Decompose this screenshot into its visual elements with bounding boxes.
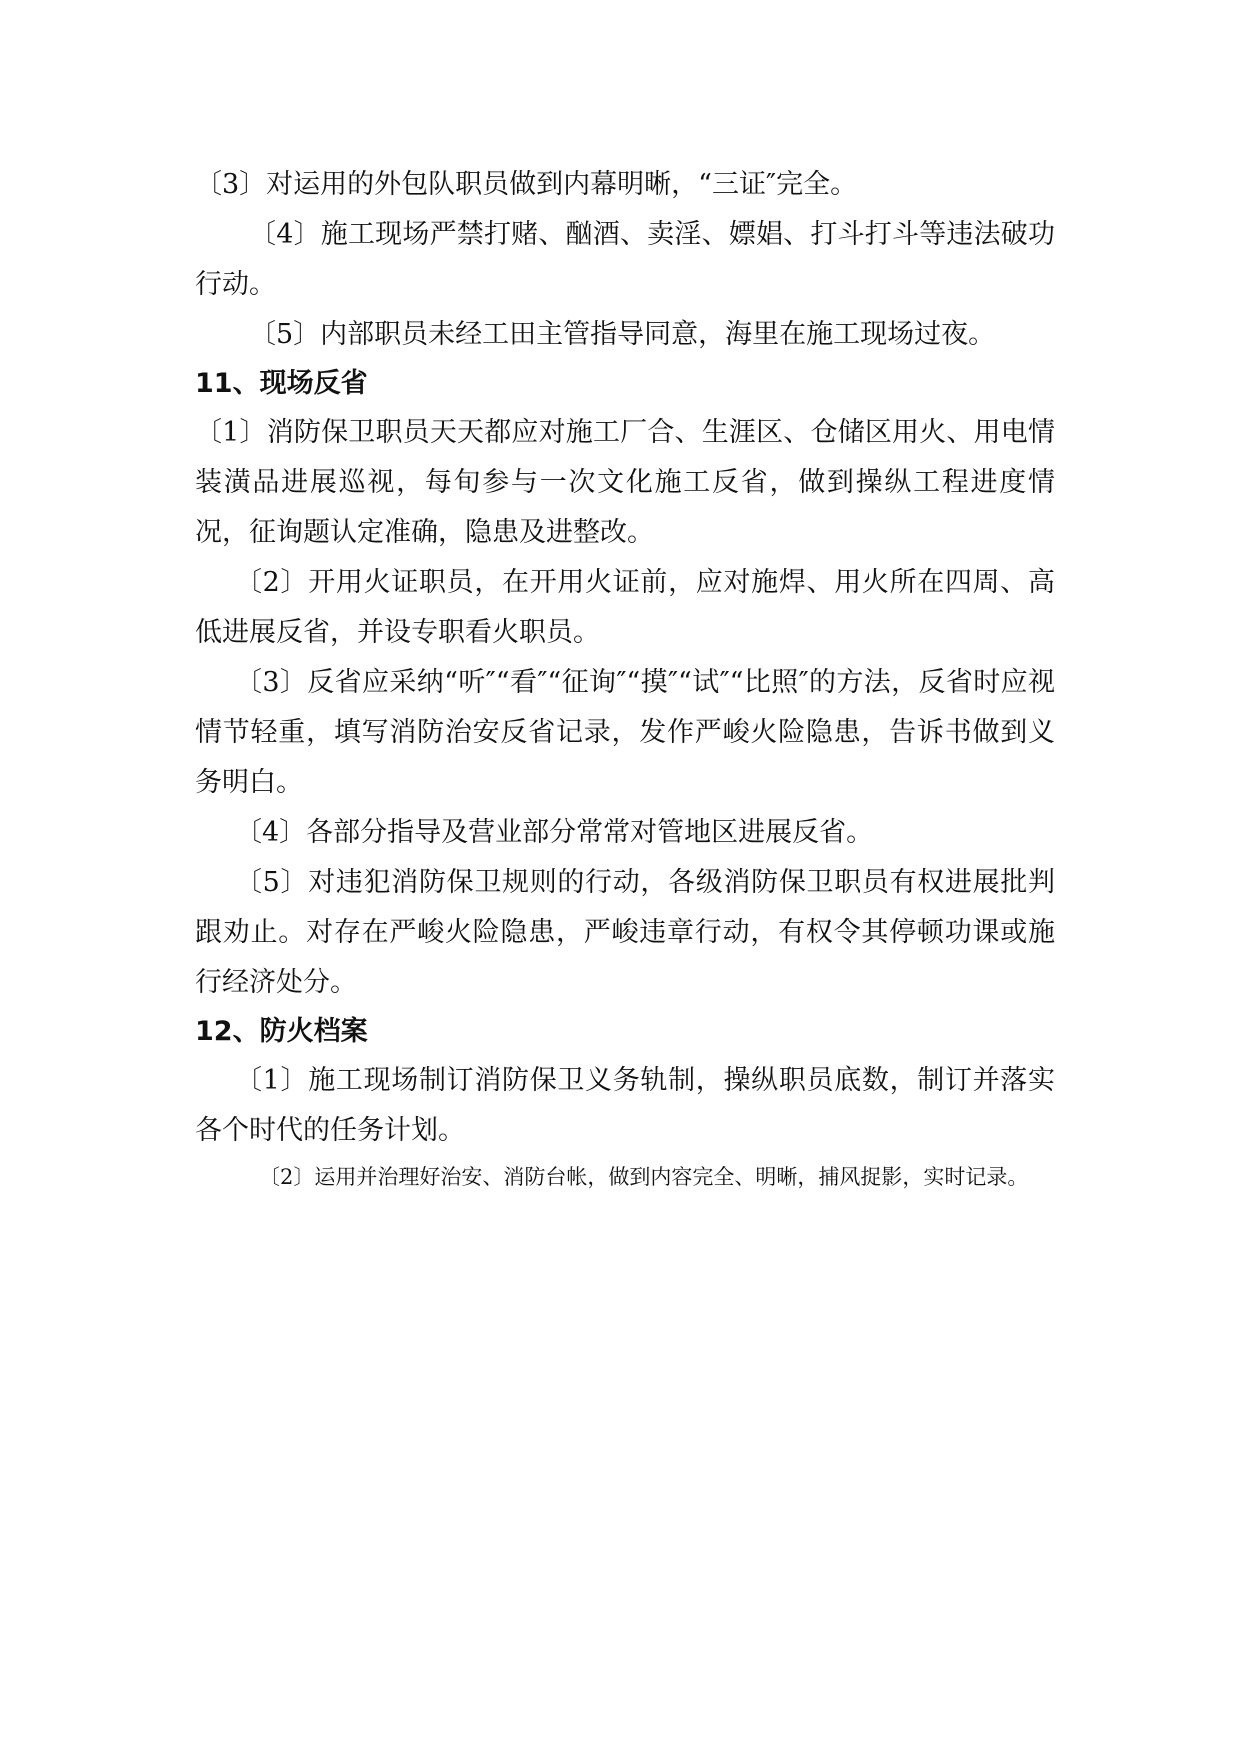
section-11-paragraph-5: 〔5〕对违犯消防保卫规则的行动，各级消防保卫职员有权进展批判跟劝止。对存在严峻火险隐患，严峻违章行动，有权令其停顿功课或施行经济处分。: [195, 867, 1055, 998]
paragraph-item-4: 〔4〕施工现场严禁打赌、酗酒、卖淫、嫖娼、打斗打斗等违法破功行动。: [195, 219, 1055, 300]
paragraph-item-3: 〔3〕对运用的外包队职员做到内幕明晰，“三证″完全。: [195, 169, 858, 200]
section-11-paragraph-1: 〔1〕消防保卫职员天天都应对施工厂合、生涯区、仓储区用火、用电情装潢品进展巡视，每旬参与一次文化施工反省，做到操纵工程进度情况，征询题认定准确，隐患及进整改。: [195, 417, 1055, 548]
section-11-paragraph-3: 〔3〕反省应采纳“听″“看″“征询″“摸″“试″“比照″的方法，反省时应视情节轻重，填写消防治安反省记录，发作严峻火险隐患，告诉书做到义务明白。: [195, 667, 1055, 798]
section-11-paragraph-4: 〔4〕各部分指导及营业部分常常对管地区进展反省。: [235, 817, 874, 848]
paragraph-item-5: 〔5〕内部职员未经工田主管指导同意，海里在施工现场过夜。: [249, 319, 996, 350]
section-12-paragraph-1: 〔1〕施工现场制订消防保卫义务轨制，操纵职员底数，制订并落实各个时代的任务计划。: [195, 1065, 1055, 1146]
section-heading-12: 12、防火档案: [195, 1016, 368, 1047]
section-heading-11: 11、现场反省: [195, 368, 368, 399]
section-11-paragraph-2: 〔2〕开用火证职员，在开用火证前，应对施焊、用火所在四周、高低进展反省，并设专职看火职员。: [195, 567, 1055, 648]
document-body: [195, 160, 1055, 1194]
section-12-paragraph-2: 〔2〕运用并治理好治安、消防台帐，做到内容完全、明晰，捕风捉影，实时记录。: [259, 1165, 1029, 1189]
